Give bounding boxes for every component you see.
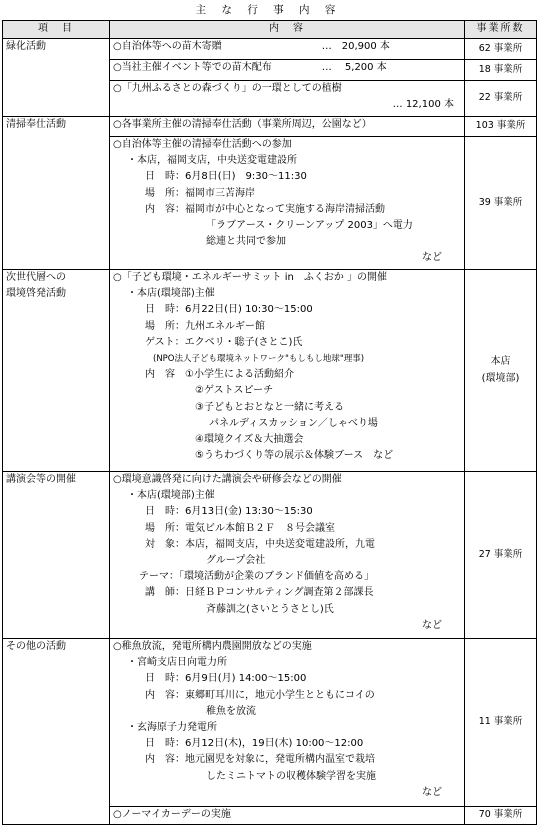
content-line: 稚魚を放流 — [206, 705, 256, 717]
content-line: ・宮崎支店日向電力所 — [127, 657, 227, 669]
content-line: 内 容：地元園児を対象に，発電所構内温室で栽培 — [145, 754, 375, 766]
content-line: など — [422, 252, 442, 264]
content-cell — [110, 60, 465, 81]
count-cell: 103 事業所 — [465, 117, 537, 137]
content-line: 場 所：電気ビル本館Ｂ２Ｆ ８号会議室 — [145, 522, 335, 534]
content-line: 「ラブアース・クリーンアップ 2003」へ電力 — [206, 220, 413, 232]
content-line: 総連と共同で参加 — [206, 236, 286, 248]
content-line: したミニトマトの収穫体験学習を実施 — [206, 770, 376, 782]
page-title: 主 な 行 事 内 容 — [195, 4, 342, 16]
content-line: 場 所：福岡市三苫海岸 — [145, 187, 255, 199]
content-line: など — [422, 786, 442, 798]
content-line: パネルディスカッション／しゃべり場 — [209, 417, 378, 429]
content-line: 日 時：6月8日(日) 9:30～11:30 — [145, 171, 307, 183]
content-line: 場 所：九州エネルギー館 — [145, 320, 265, 332]
content-line: 内 容：福岡市が中心となって実施する海岸清掃活動 — [145, 203, 385, 215]
category-label: 講演会等の開催 — [6, 474, 76, 485]
content-line: ゲスト：エクベリ・聡子(さとこ)氏 — [145, 336, 303, 348]
content-line: 講 師：日経ＢＰコンサルティング調査第２部課長 — [145, 587, 374, 599]
count-cell: 18 事業所 — [465, 60, 537, 81]
table-row — [3, 639, 537, 807]
content-line: グループ会社 — [206, 555, 266, 567]
content-line: ・本店，福岡支店，中央送変電建設所 — [127, 155, 297, 167]
content-line: ○稚魚放流，発電所構内農園開放などの実施 — [113, 641, 312, 652]
content-line: ○「子ども環境・エネルギーサミット in ふくおか 」の開催 — [113, 272, 387, 283]
events-table — [2, 20, 537, 825]
content-cell — [110, 39, 465, 60]
category-label: 清掃奉仕活動 — [6, 119, 66, 130]
content-line: ・本店(環境部)主催 — [127, 288, 215, 300]
category-label: 緑化活動 — [6, 41, 46, 52]
content-line: ○「九州ふるさとの森づくり」の一環としての植樹 — [113, 83, 342, 94]
table-row — [3, 117, 537, 137]
count-cell: 27 事業所 — [465, 472, 537, 639]
content-line: 日 時：6月22日(日) 10:30～15:00 — [145, 304, 313, 316]
content-line: ○自治体等主催の清掃奉仕活動への参加 — [113, 139, 292, 150]
count-cell: 62 事業所 — [465, 39, 537, 60]
count-cell: 11 事業所 — [465, 639, 537, 807]
category-label: 次世代層への 環境啓発活動 — [6, 272, 66, 300]
content-line: (NPO法人子ども環境ネットワーク"もしもし地球"理事) — [153, 354, 365, 365]
content-line: ○当社主催イベント等での苗木配布 … 5,200 本 — [113, 62, 387, 73]
content-line: ⑤うちわづくり等の展示＆体験ブース など — [195, 450, 394, 462]
category-cell — [3, 39, 110, 117]
content-line: 内 容：東郷町耳川に，地元小学生とともにコイの — [145, 689, 375, 701]
content-line: ②ゲストスピーチ — [195, 385, 274, 397]
content-line: … 12,100 本 — [392, 99, 454, 111]
content-line: 対 象：本店，福岡支店，中央送変電建設所，九電 — [145, 538, 375, 550]
category-cell — [3, 117, 110, 270]
content-line: ・玄海原子力発電所 — [127, 722, 217, 734]
content-line: ③子どもとおとなと一緒に考える — [195, 401, 344, 413]
table-header-row — [3, 21, 537, 39]
content-line: 斉藤訓之(さいとうさとし)氏 — [206, 603, 334, 615]
content-line: ・本店(環境部)主催 — [127, 490, 215, 502]
category-cell — [3, 270, 110, 472]
header-category: 項 目 — [3, 21, 110, 39]
content-cell — [110, 137, 465, 270]
category-cell — [3, 639, 110, 825]
content-cell — [110, 270, 465, 472]
content-line: ④環境クイズ＆大抽選会 — [195, 434, 304, 446]
content-line: 日 時：6月13日(金) 13:30～15:30 — [145, 506, 313, 518]
content-line: 日 時：6月12日(木)，19日(木) 10:00～12:00 — [145, 738, 364, 750]
count-cell: 本店 (環境部) — [465, 270, 537, 472]
content-cell — [110, 639, 465, 807]
table-row — [3, 472, 537, 639]
content-line: など — [422, 619, 442, 631]
header-count: 事業所数 — [465, 21, 537, 39]
content-line: 内 容 ①小学生による活動紹介 — [145, 369, 294, 381]
count-cell: 39 事業所 — [465, 137, 537, 270]
count-cell: 22 事業所 — [465, 81, 537, 117]
table-row — [3, 39, 537, 60]
content-line: ○自治体等への苗木寄贈 … 20,900 本 — [113, 41, 390, 52]
content-line: テーマ：「環境活動が企業のブランド価値を高める」 — [139, 571, 374, 583]
header-content: 内 容 — [110, 21, 465, 39]
table-row — [3, 270, 537, 472]
content-cell — [110, 807, 465, 825]
content-line: 日 時：6月9日(月) 14:00～15:00 — [145, 673, 307, 685]
content-line: ○環境意識啓発に向けた講演会や研修会などの開催 — [113, 474, 342, 485]
content-cell — [110, 81, 465, 117]
category-cell — [3, 472, 110, 639]
content-cell — [110, 117, 465, 137]
content-line: ○各事業所主催の清掃奉仕活動（事業所周辺，公園など） — [113, 119, 372, 130]
count-cell: 70 事業所 — [465, 807, 537, 825]
category-label: その他の活動 — [6, 641, 66, 652]
content-line: ○ノーマイカーデーの実施 — [113, 809, 231, 820]
content-cell — [110, 472, 465, 639]
